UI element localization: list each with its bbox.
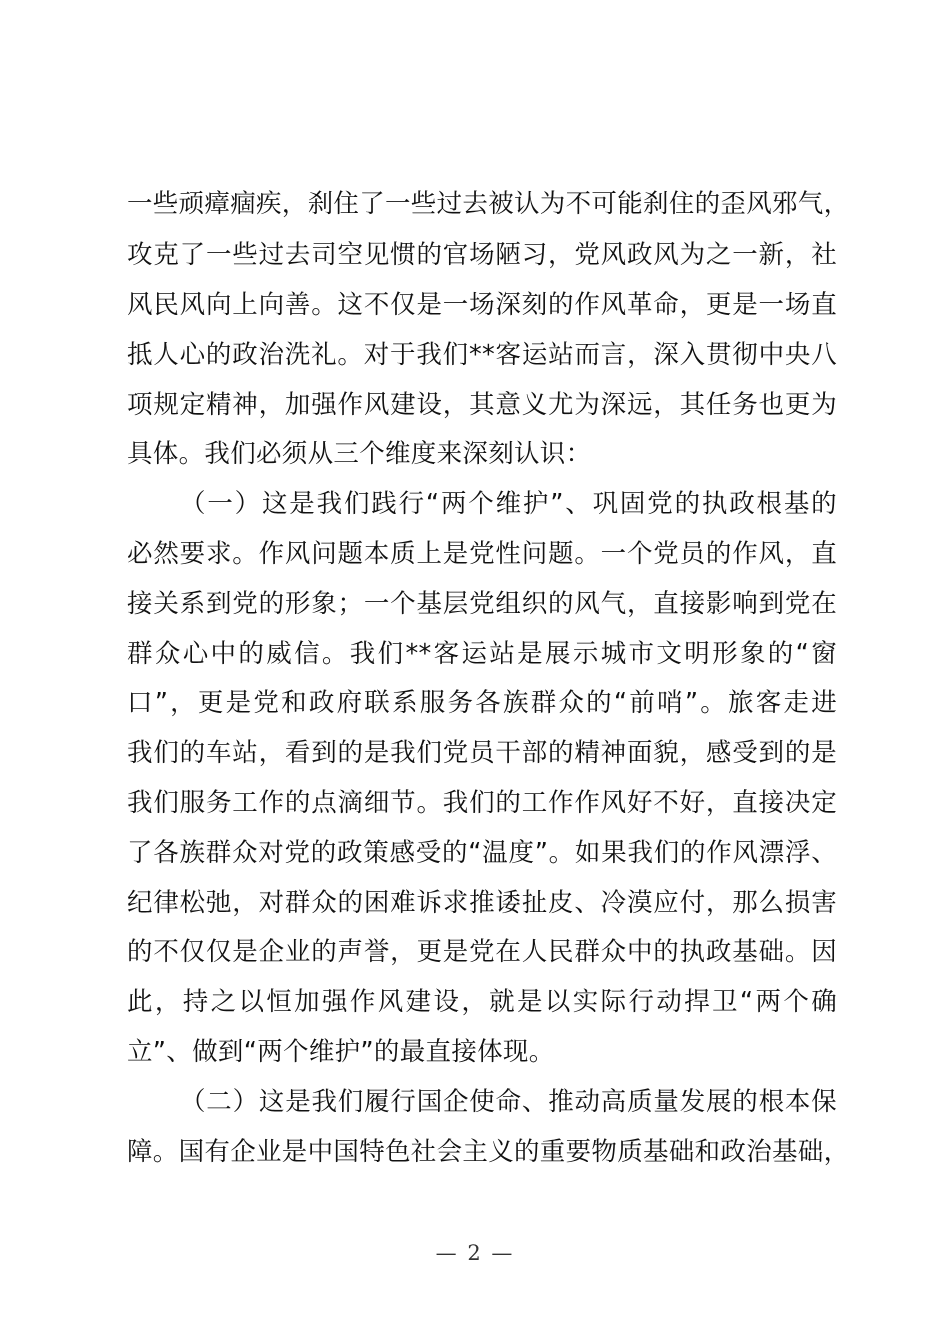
body-text-line: 攻克了一些过去司空见惯的官场陋习，党风政风为之一新，社 <box>127 240 837 270</box>
page-number: — 2 — <box>435 1241 515 1265</box>
body-text-line: 具体。我们必须从三个维度来深刻认识： <box>127 439 592 469</box>
paragraph-heading-2: （二）这是我们履行国企使命、推动高质量发展的根本保 <box>180 1087 837 1117</box>
body-text-line: 障。国有企业是中国特色社会主义的重要物质基础和政治基础， <box>127 1137 850 1167</box>
body-text-line: 风民风向上向善。这不仅是一场深刻的作风革命，更是一场直 <box>127 290 837 320</box>
body-text-line: 了各族群众对党的政策感受的“温度”。如果我们的作风漂浮、 <box>127 838 837 868</box>
body-text-line: 立”、做到“两个维护”的最直接体现。 <box>127 1037 555 1067</box>
body-text-line: 抵人心的政治洗礼。对于我们**客运站而言，深入贯彻中央八 <box>127 340 837 370</box>
body-text-line: 纪律松弛，对群众的困难诉求推诿扯皮、冷漠应付，那么损害 <box>127 888 837 918</box>
body-text-line: 口”，更是党和政府联系服务各族群众的“前哨”。旅客走进 <box>127 688 837 718</box>
body-text-line: 我们服务工作的点滴细节。我们的工作作风好不好，直接决定 <box>127 788 837 818</box>
body-text-line: 群众心中的威信。我们**客运站是展示城市文明形象的“窗 <box>127 639 837 669</box>
body-text-line: 接关系到党的形象；一个基层党组织的风气，直接影响到党在 <box>127 589 837 619</box>
body-text-line: 必然要求。作风问题本质上是党性问题。一个党员的作风，直 <box>127 539 837 569</box>
body-text-line: 此，持之以恒加强作风建设，就是以实际行动捍卫“两个确 <box>127 987 837 1017</box>
body-text-line: 的不仅仅是企业的声誉，更是党在人民群众中的执政基础。因 <box>127 937 837 967</box>
body-text-line: 一些顽瘴痼疾，刹住了一些过去被认为不可能刹住的歪风邪气， <box>127 189 850 219</box>
body-text-line: 项规定精神，加强作风建设，其意义尤为深远，其任务也更为 <box>127 390 837 420</box>
body-text-line: 我们的车站，看到的是我们党员干部的精神面貌，感受到的是 <box>127 738 837 768</box>
paragraph-heading-1: （一）这是我们践行“两个维护”、巩固党的执政根基的 <box>180 489 837 519</box>
